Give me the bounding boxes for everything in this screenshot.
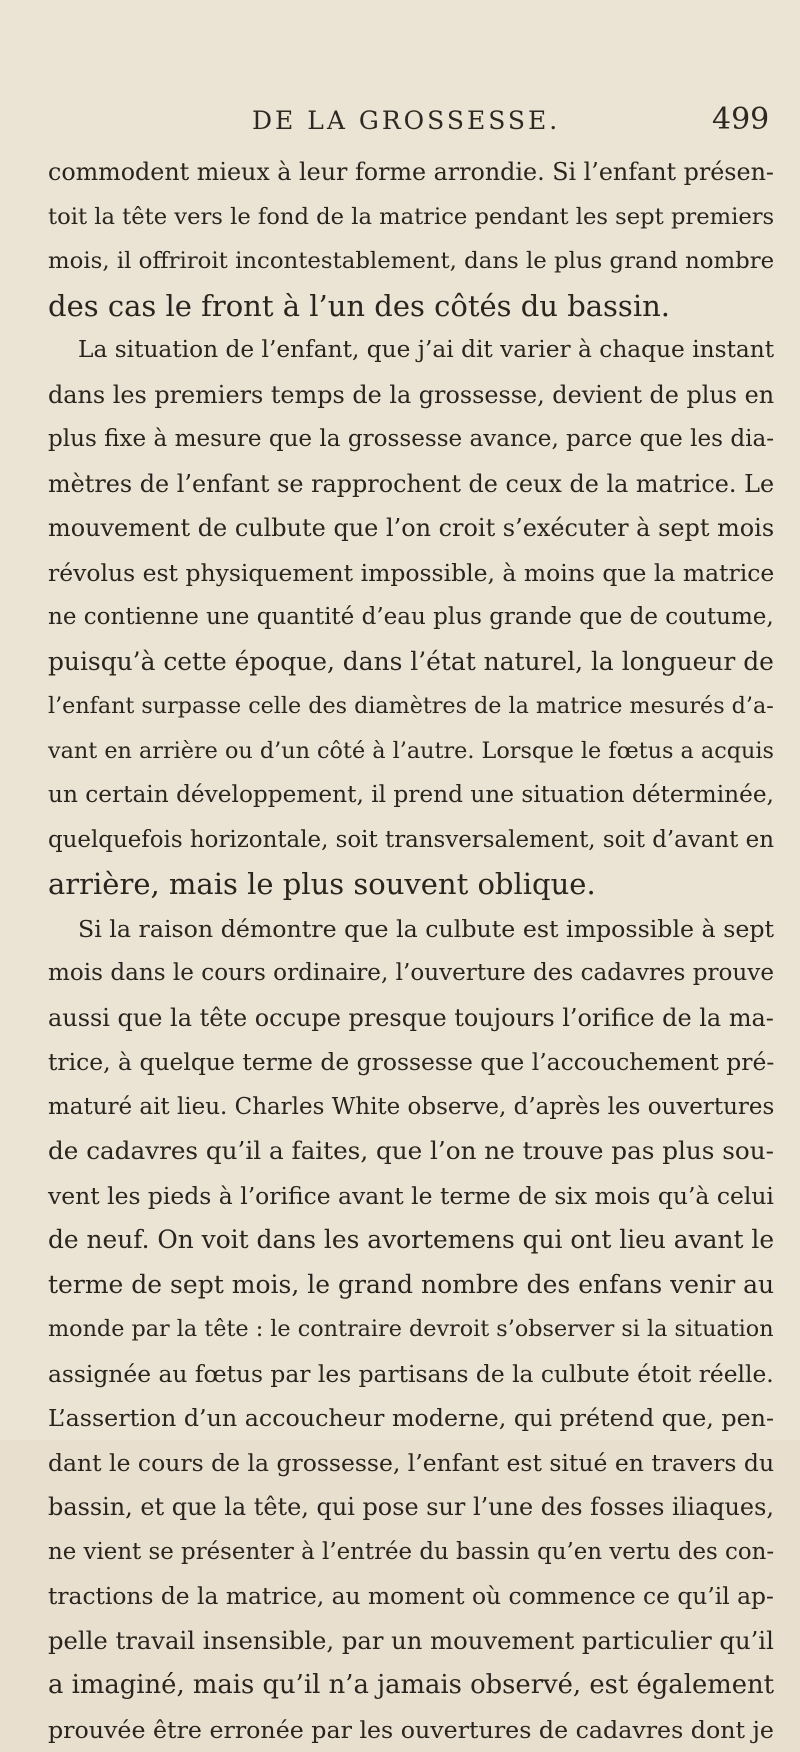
text-line: pelle travail insensible, par un mouvement particulier qu’il	[48, 1619, 778, 1664]
text-line: L’assertion d’un accoucheur moderne, qui prétend que, pen-	[48, 1396, 778, 1441]
text-line: puisqu’à cette époque, dans l’état naturel, la longueur de	[48, 640, 778, 685]
text-line: plus fixe à mesure que la grossesse avance, parce que les dia-	[48, 417, 778, 462]
text-line: a imaginé, mais qu’il n’a jamais observé, est également	[48, 1663, 778, 1708]
running-head: DE LA GROSSESSE.	[252, 106, 560, 135]
text-line: de neuf. On voit dans les avortemens qui ont lieu avant le	[48, 1218, 778, 1263]
text-line: aussi que la tête occupe presque toujours l’orifice de la ma-	[48, 996, 778, 1041]
text-line: vent les pieds à l’orifice avant le terme de six mois qu’à celui	[48, 1174, 778, 1219]
text-line: La situation de l’enfant, que j’ai dit varier à chaque instant	[48, 328, 778, 373]
text-line: assignée au fœtus par les partisans de la culbute étoit réelle.	[48, 1352, 778, 1397]
page-number: 499	[712, 102, 769, 137]
text-line: monde par la tête : le contraire devroit s’observer si la situation	[48, 1307, 778, 1352]
text-line: tractions de la matrice, au moment où commence ce qu’il ap-	[48, 1574, 778, 1619]
text-line: Si la raison démontre que la culbute est impossible à sept	[48, 907, 778, 952]
text-line: prouvée être erronée par les ouvertures de cadavres dont je	[48, 1708, 778, 1752]
text-line: toit la tête vers le fond de la matrice pendant les sept premiers	[48, 195, 778, 240]
page-header	[0, 102, 800, 142]
text-line: ne contienne une quantité d’eau plus grande que de coutume,	[48, 595, 778, 640]
text-line: de cadavres qu’il a faites, que l’on ne trouve pas plus sou-	[48, 1129, 778, 1174]
text-line: commodent mieux à leur forme arrondie. Si l’enfant présen-	[48, 150, 778, 195]
text-line: arrière, mais le plus souvent oblique.	[48, 862, 778, 907]
text-line: quelquefois horizontale, soit transversalement, soit d’avant en	[48, 818, 778, 863]
body-text	[48, 150, 778, 1752]
text-line: vant en arrière ou d’un côté à l’autre. Lorsque le fœtus a acquis	[48, 729, 778, 774]
text-line: terme de sept mois, le grand nombre des enfans venir au	[48, 1263, 778, 1308]
text-line: dans les premiers temps de la grossesse, devient de plus en	[48, 373, 778, 418]
text-line: mouvement de culbute que l’on croit s’exécuter à sept mois	[48, 506, 778, 551]
text-line: maturé ait lieu. Charles White observe, d’après les ouvertures	[48, 1085, 778, 1130]
text-line: un certain développement, il prend une situation déterminée,	[48, 773, 778, 818]
text-line: l’enfant surpasse celle des diamètres de la matrice mesurés d’a-	[48, 684, 778, 729]
text-line: dant le cours de la grossesse, l’enfant est situé en travers du	[48, 1441, 778, 1486]
text-line: mois dans le cours ordinaire, l’ouverture des cadavres prouve	[48, 951, 778, 996]
text-line: ne vient se présenter à l’entrée du bassin qu’en vertu des con-	[48, 1530, 778, 1575]
text-line: bassin, et que la tête, qui pose sur l’une des fosses iliaques,	[48, 1485, 778, 1530]
text-line: trice, à quelque terme de grossesse que l’accouchement pré-	[48, 1040, 778, 1085]
text-line: révolus est physiquement impossible, à moins que la matrice	[48, 551, 778, 596]
text-line: mètres de l’enfant se rapprochent de ceux de la matrice. Le	[48, 462, 778, 507]
text-line: mois, il offriroit incontestablement, dans le plus grand nombre	[48, 239, 778, 284]
text-line: des cas le front à l’un des côtés du bassin.	[48, 284, 778, 329]
